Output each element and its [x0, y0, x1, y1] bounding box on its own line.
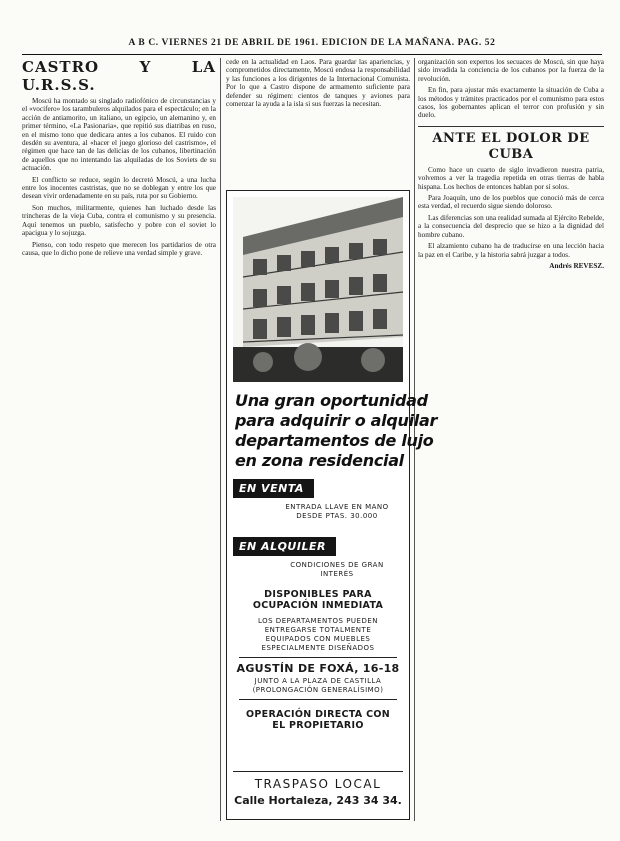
ad-divider	[239, 657, 397, 658]
direct-operation	[233, 709, 403, 731]
ad-divider	[239, 699, 397, 700]
ad-headline-line: para adquirir o alquilar	[235, 411, 438, 430]
availability-line: DISPONIBLES PARA	[264, 589, 372, 600]
furnishing-line: EQUIPADOS CON MUEBLES	[265, 635, 371, 643]
furnishing-details	[233, 617, 403, 653]
article-paragraph: Las diferencias son una realidad sumada al Ejército Rebelde, a la consecuencia del desprecio que se hizo a la dignidad del hombre cubano.	[418, 213, 604, 239]
article-paragraph: cede en la actualidad en Laos. Para guardar las apariencias, y comprometidos directamente, Moscú endosa la responsabilidad y las funciones a los dirigentes de la Internacional Comunista. Por lo que a Castro dispone de armamento suficiente para defender su régimen: cientos de tanques y aviones para comenzar la ayuda a la isla si sus fuerzas la necesitan.	[226, 58, 410, 109]
article-paragraph: Pienso, con todo respeto que merecen los partidarios de otra causa, que lo dicho pone de relieve una verdad simple y grave.	[22, 240, 216, 257]
article-paragraph: Moscú ha montado su singlado radiofónico de circunstancias y el «vocifero» los tarambuleros alquilados para el espectáculo; en la acción de antiamorito, un italiano, un egipcio, un alemanino y, en primer término, «La Pasionaria», que repitió sus diatribas en ruso, en el mismo tono que dedicara antes a los cubanos. El ruido con desdén su aventura, al «hacer el juego glorioso del castrismo», el régimen que hace tan de las delicias de los cubanos, libertinación de aquellos que no intentando las alquiladas de los Soviets de su actuación.	[22, 97, 216, 173]
column-divider	[220, 58, 221, 821]
ad-headline-line: en zona residencial	[235, 451, 404, 470]
direct-line: EL PROPIETARIO	[272, 720, 364, 731]
author-signature: Andrés REVESZ.	[549, 261, 604, 270]
article-paragraph: Para Joaquín, uno de los pueblos que conoció más de cerca esta verdad, el recuerdo sigue siendo doloroso.	[418, 194, 604, 211]
availability-line: OCUPACIÓN INMEDIATA	[252, 600, 384, 611]
building-photo	[233, 197, 403, 382]
sale-tag: EN VENTA	[233, 479, 314, 498]
availability	[233, 589, 403, 611]
article-title: CASTRO Y LA U.R.S.S.	[22, 58, 216, 94]
article-castro-urss	[22, 58, 216, 821]
rent-line: INTERÉS	[320, 570, 354, 578]
address-line: JUNTO A LA PLAZA DE CASTILLA	[254, 677, 382, 685]
address-details	[233, 677, 403, 695]
transfer-classified	[233, 771, 403, 816]
article-paragraph: En fin, para ajustar más exactamente la situación de Cuba a los métodos y trámites practicados por el comunismo para estos casos, los gobernantes aplican el terror con profusión y sin duelo.	[418, 86, 604, 120]
sale-details	[277, 503, 397, 521]
furnishing-line: LOS DEPARTAMENTOS PUEDEN	[257, 617, 379, 625]
article-cuba-dolor	[418, 58, 604, 821]
article-paragraph: El conflicto se reduce, según lo decretó Moscú, a una lucha entre los inocentes castristas, que no se doblegan y entre los que desean vivir ordenadamente en su país, ruta por su Gobierno.	[22, 175, 216, 201]
ad-headline-line: departamentos de lujo	[235, 431, 434, 450]
sale-line: DESDE PTAS. 30.000	[296, 512, 378, 520]
article-paragraph: El alzamiento cubano ha de traducirse en una lección hacia la paz en el Caribe, y la historia sabrá juzgar a todos.	[418, 242, 604, 259]
article-paragraph: Son muchos, militarmente, quienes han luchado desde las trincheras de la vieja Cuba, contra el comunismo y su presencia. Aquí tenemos un pueblo, satisfecho y pobre con el soviet lo apacigua y lo sojuzga.	[22, 203, 216, 238]
ad-headline	[235, 391, 438, 471]
address-line: (PROLONGACIÓN GENERALÍSIMO)	[252, 686, 384, 694]
ad-headline-line: Una gran oportunidad	[235, 391, 428, 410]
real-estate-advertisement	[226, 190, 438, 820]
header-rule	[22, 54, 602, 55]
ad-address: AGUSTÍN DE FOXÁ, 16-18	[236, 662, 400, 675]
article-paragraph: Como hace un cuarto de siglo invadieron nuestra patria, volvemos a ver la tragedia repetida en otras tierras de habla hispana. Los hechos de entonces hablan por sí solos.	[418, 165, 604, 191]
transfer-phone: Calle Hortaleza, 243 34 34.	[234, 794, 402, 807]
furnishing-line: ESPECIALMENTE DISEÑADOS	[261, 644, 375, 652]
article-title: ANTE EL DOLOR DE CUBA	[418, 126, 604, 163]
page-header: A B C. VIERNES 21 DE ABRIL DE 1961. EDICION DE LA MAÑANA. PAG. 52	[128, 38, 496, 48]
sale-line: ENTRADA LLAVE EN MANO	[285, 503, 389, 511]
furnishing-line: ENTREGARSE TOTALMENTE	[264, 626, 372, 634]
article-paragraph: organización son expertos los secuaces de Moscú, sin que haya sido invadida la conciencia de los cubanos por la fuerza de la revolución.	[418, 58, 604, 83]
rent-details	[277, 561, 397, 579]
article-continuation	[226, 58, 410, 188]
rent-tag: EN ALQUILER	[233, 537, 336, 556]
transfer-title: TRASPASO LOCAL	[254, 777, 382, 791]
rent-line: CONDICIONES DE GRAN	[290, 561, 384, 569]
direct-line: OPERACIÓN DIRECTA CON	[246, 709, 390, 720]
